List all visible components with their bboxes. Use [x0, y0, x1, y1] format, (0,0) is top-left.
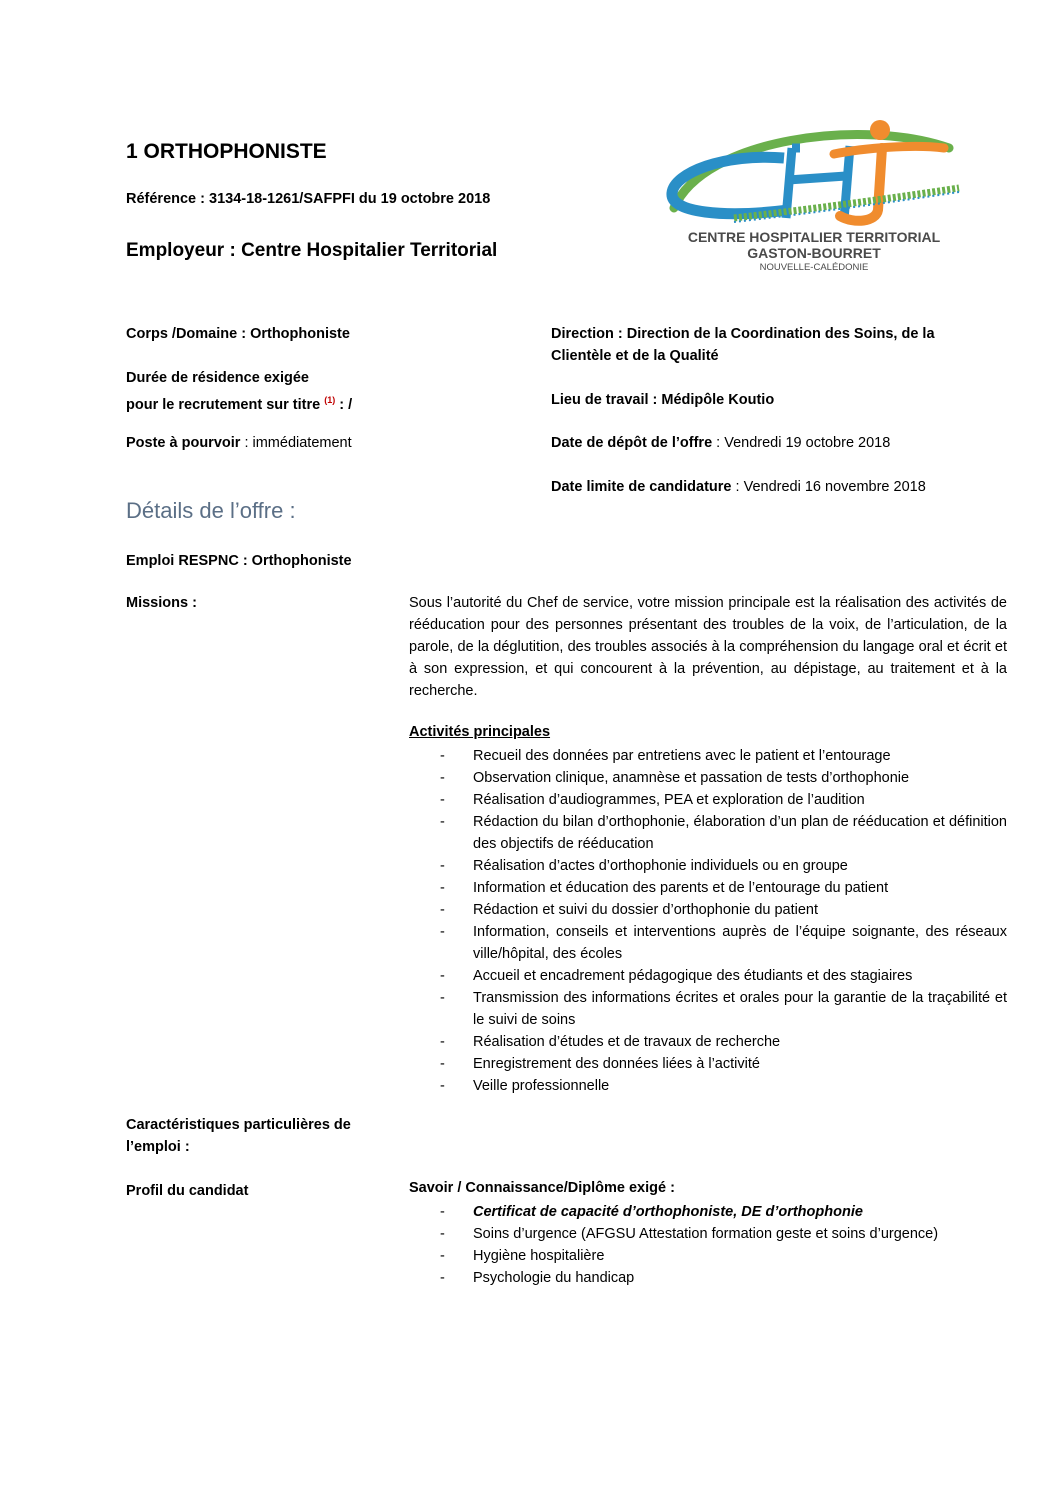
list-item: - Rédaction et suivi du dossier d’orthophonie du patient — [440, 902, 819, 918]
list-item: - Veille professionnelle — [440, 1078, 610, 1094]
list-item: - Psychologie du handicap — [440, 1270, 635, 1286]
emploi-respnc: Emploi RESPNC : Orthophoniste — [126, 553, 352, 569]
direction-value-1: Direction de la Coordination des Soins, de la — [626, 326, 935, 342]
poste-label: Poste à pourvoir — [126, 435, 241, 451]
list-item: - Information et éducation des parents et de l’entourage du patient — [440, 880, 889, 896]
list-item: - Transmission des informations écrites et orales pour la garantie de la traçabilité et le suivi de soins — [440, 990, 1007, 1028]
list-item: - Recueil des données par entretiens avec le patient et l’entourage — [440, 748, 891, 764]
employer-line: Employeur : Centre Hospitalier Territorial — [126, 240, 498, 261]
activities-heading: Activités principales — [409, 724, 551, 740]
duree-field — [126, 367, 352, 416]
corps-value: : Orthophoniste — [237, 326, 350, 342]
activities-list — [440, 745, 1007, 1097]
list-item: - Réalisation d’actes d’orthophonie individuels ou en groupe — [440, 858, 848, 874]
duree-label-2: pour le recrutement sur titre — [126, 396, 325, 413]
footnote-marker: (1) — [324, 395, 336, 405]
list-item: - Information, conseils et interventions auprès de l’équipe soignante, des réseaux ville/hôpital, des écoles — [440, 924, 1007, 962]
depot-field — [551, 432, 890, 454]
lieu-field — [551, 389, 774, 411]
list-item: - Observation clinique, anamnèse et passation de tests d’orthophonie — [440, 770, 910, 786]
missions-text: Sous l’autorité du Chef de service, votre mission principale est la réalisation des activités de rééducation pour des personnes présentant des troubles de la voix, de l’articulation, de la parole, de la déglutition, des troubles associés à la compréhension du langage oral et écrit et à son expression, et qui concourent à la prévention, au dépistage, au traitement et à la recherche. — [409, 595, 1007, 699]
duree-value: : / — [335, 396, 353, 413]
details-heading: Détails de l’offre : — [126, 498, 296, 523]
limite-label: Date limite de candidature — [551, 479, 732, 495]
profil-label: Profil du candidat — [126, 1183, 249, 1199]
page-title: 1 ORTHOPHONISTE — [126, 140, 327, 163]
duree-label-1: Durée de résidence exigée — [126, 370, 309, 386]
corps-label: Corps /Domaine — [126, 326, 238, 342]
list-item: - Hygiène hospitalière — [440, 1248, 605, 1264]
list-item: - Enregistrement des données liées à l’activité — [440, 1056, 760, 1072]
direction-label: Direction : — [551, 326, 627, 342]
logo-line-1: CENTRE HOSPITALIER TERRITORIAL — [687, 229, 941, 245]
corps-field — [126, 323, 350, 345]
missions-label: Missions : — [126, 595, 197, 611]
list-item: - Rédaction du bilan d’orthophonie, élaboration d’un plan de rééducation et définition des objectifs de rééducation — [440, 814, 1007, 852]
direction-value-2: Clientèle et de la Qualité — [551, 348, 719, 364]
depot-label: Date de dépôt de l’offre — [551, 435, 713, 451]
depot-value: : Vendredi 19 octobre 2018 — [712, 435, 891, 451]
list-item: - Réalisation d’études et de travaux de recherche — [440, 1034, 781, 1050]
logo-line-3: NOUVELLE-CALÉDONIE — [759, 262, 869, 273]
direction-field — [551, 323, 935, 367]
list-item: - Accueil et encadrement pédagogique des étudiants et des stagiaires — [440, 968, 913, 984]
caracteristiques-label: Caractéristiques particulières de l’emploi : — [126, 1117, 351, 1155]
poste-value: : immédiatement — [240, 435, 352, 451]
list-item: - Soins d’urgence (AFGSU Attestation formation geste et soins d’urgence) — [440, 1226, 939, 1242]
reference-line: Référence : 3134-18-1261/SAFPFI du 19 octobre 2018 — [126, 191, 491, 207]
list-item: - Certificat de capacité d’orthophoniste, DE d’orthophonie — [440, 1204, 863, 1220]
lieu-label: Lieu de travail : — [551, 392, 662, 408]
cht-logo — [664, 118, 964, 274]
lieu-value: Médipôle Koutio — [661, 392, 775, 408]
savoir-list — [440, 1201, 1007, 1289]
poste-field — [126, 432, 352, 454]
limite-value: : Vendredi 16 novembre 2018 — [731, 479, 926, 495]
logo-line-2: GASTON-BOURRET — [747, 245, 881, 261]
list-item: - Réalisation d’audiogrammes, PEA et exploration de l’audition — [440, 792, 865, 808]
limite-field — [551, 476, 926, 498]
savoir-heading: Savoir / Connaissance/Diplôme exigé : — [409, 1180, 675, 1196]
